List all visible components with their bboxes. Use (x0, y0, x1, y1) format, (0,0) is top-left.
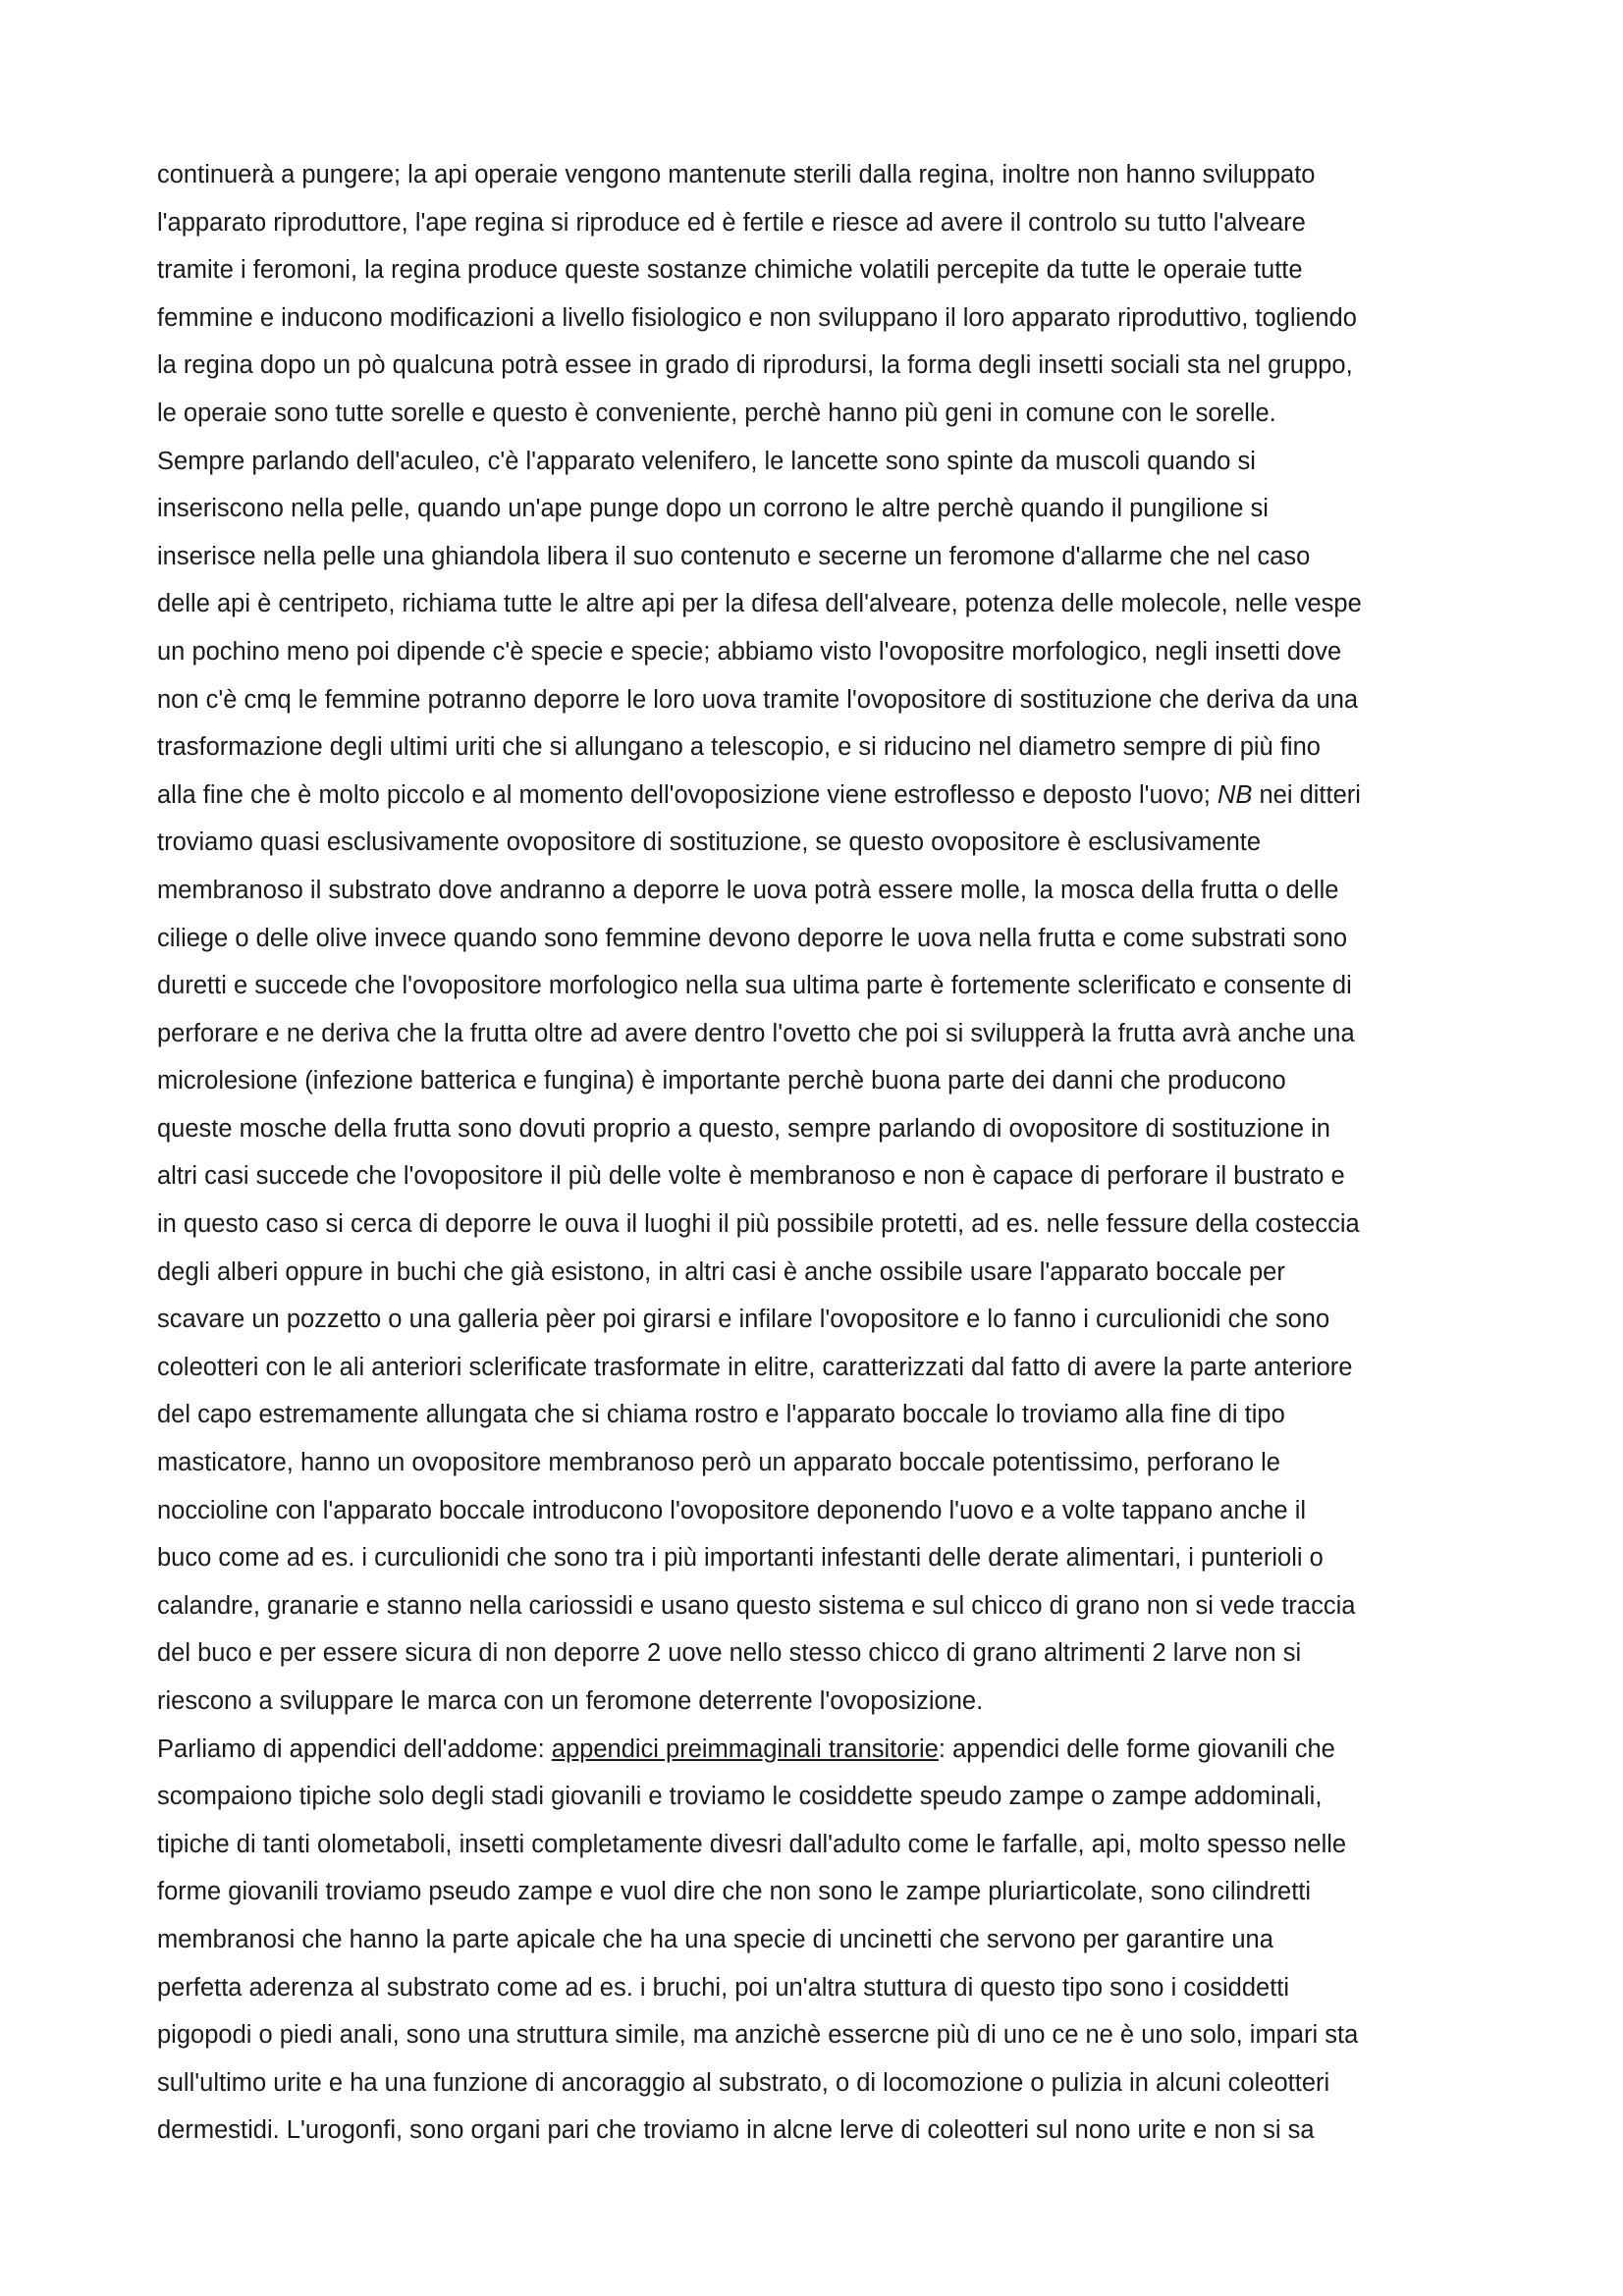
text-line (157, 342, 1483, 390)
text-line (157, 1629, 1483, 1678)
text-line (157, 1534, 1483, 1582)
text-line (157, 723, 1483, 772)
text-segment: sull'ultimo urite e ha una funzione di ancoraggio al substrato, o di locomozione o pulizia in alcuni coleotteri (157, 2068, 1330, 2097)
document-body (157, 151, 1483, 2155)
text-segment: forme giovanili troviamo pseudo zampe e vuol dire che non sono le zampe pluriarticolate, sono cilindretti (157, 1878, 1312, 1906)
italic-note: NB (1217, 780, 1253, 809)
text-line (157, 1773, 1483, 1821)
text-segment: scompaiono tipiche solo degli stadi giovanili e troviamo le cosiddette speudo zampe o zampe addominali, (157, 1783, 1323, 1811)
text-line (157, 151, 1483, 199)
text-line (157, 199, 1483, 247)
text-segment: la regina dopo un pò qualcuna potrà essee in grado di riprodursi, la forma degli insetti sociali sta nel gruppo, (157, 351, 1353, 380)
text-line (157, 1821, 1483, 1869)
text-segment: ciliege o delle olive invece quando sono femmine devono deporre le uova nella frutta e come substrati sono (157, 924, 1347, 952)
text-segment: Parliamo di appendici dell'addome: (157, 1735, 552, 1763)
text-line (157, 390, 1483, 438)
text-segment: nei ditteri (1252, 780, 1361, 809)
text-segment: non c'è cmq le femmine potranno deporre le loro uova tramite l'ovopositore di sostituzione che deriva da una (157, 685, 1359, 714)
text-line (157, 1868, 1483, 1916)
text-segment: delle api è centripeto, richiama tutte le altre api per la difesa dell'alveare, potenza delle molecole, nelle vespe (157, 590, 1362, 618)
text-segment: membranosi che hanno la parte apicale che ha una specie di uncinetti che servono per garantire una (157, 1925, 1273, 1953)
text-segment: scavare un pozzetto o una galleria pèer poi girarsi e infilare l'ovopositore e lo fanno i curculionidi che sono (157, 1306, 1330, 1334)
text-segment: pigopodi o piedi anali, sono una struttura simile, ma anzichè essercne più di uno ce ne è uno solo, impari sta (157, 2021, 1359, 2050)
text-line (157, 1964, 1483, 2012)
text-line (157, 1726, 1483, 1774)
text-segment: alla fine che è molto piccolo e al momento dell'ovoposizione viene estroflesso e deposto l'uovo; (157, 780, 1217, 809)
text-line (157, 246, 1483, 294)
text-segment: masticatore, hanno un ovopositore membranoso però un apparato boccale potentissimo, perforano le (157, 1449, 1280, 1477)
text-line (157, 1582, 1483, 1630)
text-segment: dermestidi. L'urogonfi, sono organi pari che troviamo in alcne lerve di coleotteri sul nono urite e non si sa (157, 2116, 1315, 2145)
text-line (157, 485, 1483, 533)
text-segment: inserisce nella pelle una ghiandola libera il suo contenuto e secerne un feromone d'allarme che nel caso (157, 542, 1311, 570)
text-segment: : appendici delle forme giovanili che (938, 1735, 1335, 1763)
text-line (157, 962, 1483, 1010)
text-line (157, 1487, 1483, 1535)
text-segment: femmine e inducono modificazioni a livello fisiologico e non sviluppano il loro apparato riproduttivo, togliendo (157, 303, 1357, 332)
text-line (157, 772, 1483, 820)
text-segment: tramite i feromoni, la regina produce queste sostanze chimiche volatili percepite da tutte le operaie tutte (157, 256, 1303, 285)
text-line (157, 1057, 1483, 1105)
text-segment: del buco e per essere sicura di non deporre 2 uove nello stesso chicco di grano altrimenti 2 larve non si (157, 1639, 1302, 1668)
text-line (157, 1249, 1483, 1297)
text-line (157, 2011, 1483, 2059)
text-line (157, 915, 1483, 963)
text-segment: tipiche di tanti olometaboli, insetti completamente divesri dall'adulto come le farfalle, api, molto spesso nelle (157, 1830, 1347, 1858)
text-segment: calandre, granarie e stanno nella cariossidi e usano questo sistema e sul chicco di grano non si vede traccia (157, 1591, 1356, 1620)
text-segment: troviamo quasi esclusivamente ovopositore di sostituzione, se questo ovopositore è esclusivamente (157, 828, 1262, 857)
text-segment: in questo caso si cerca di deporre le ouva il luoghi il più possibile protetti, ad es. nelle fessure della costeccia (157, 1210, 1360, 1239)
text-line (157, 1678, 1483, 1726)
text-line (157, 867, 1483, 915)
text-line (157, 676, 1483, 724)
text-segment: queste mosche della frutta sono dovuti proprio a questo, sempre parlando di ovopositore di sostituzione in (157, 1114, 1330, 1143)
text-segment: continuerà a pungere; la api operaie vengono mantenute sterili dalla regina, inoltre non hanno sviluppato (157, 161, 1316, 188)
text-segment: duretti e succede che l'ovopositore morfologico nella sua ultima parte è fortemente sclerificato e consente di (157, 972, 1352, 1000)
text-line (157, 533, 1483, 581)
text-line (157, 1391, 1483, 1439)
text-segment: microlesione (infezione batterica e fungina) è importante perchè buona parte dei danni che producono (157, 1067, 1286, 1095)
text-line (157, 438, 1483, 486)
text-line (157, 1296, 1483, 1344)
text-line (157, 580, 1483, 628)
text-segment: buco come ad es. i curculionidi che sono tra i più importanti infestanti delle derate alimentari, i punterioli o (157, 1544, 1324, 1573)
text-segment: perfetta aderenza al substrato come ad es. i bruchi, poi un'altra stuttura di questo tipo sono i cosiddetti (157, 1973, 1290, 2002)
text-segment: altri casi succede che l'ovopositore il più delle volte è membranoso e non è capace di perforare il bustrato e (157, 1162, 1345, 1191)
text-segment: membranoso il substrato dove andranno a deporre le uova potrà essere molle, la mosca della frutta o delle (157, 876, 1339, 904)
text-segment: degli alberi oppure in buchi che già esistono, in altri casi è anche ossibile usare l'apparato boccale per (157, 1257, 1285, 1286)
text-segment: trasformazione degli ultimi uriti che si allungano a telescopio, e si riducino nel diametro sempre di più fino (157, 733, 1321, 762)
text-segment: noccioline con l'apparato boccale introducono l'ovopositore deponendo l'uovo e a volte tappano anche il (157, 1496, 1307, 1524)
text-segment: riescono a sviluppare le marca con un feromone deterrente l'ovoposizione. (157, 1687, 984, 1715)
text-line (157, 628, 1483, 676)
text-segment: inseriscono nella pelle, quando un'ape punge dopo un corrono le altre perchè quando il pungilione si (157, 495, 1269, 523)
text-line (157, 2059, 1483, 2108)
text-line (157, 819, 1483, 867)
text-line (157, 1105, 1483, 1153)
text-line (157, 1916, 1483, 1964)
text-segment: perforare e ne deriva che la frutta oltre ad avere dentro l'ovetto che poi si svilupperà la frutta avrà anche una (157, 1019, 1355, 1047)
text-segment: le operaie sono tutte sorelle e questo è conveniente, perchè hanno più geni in comune con le sorelle. (157, 399, 1276, 427)
text-line (157, 1344, 1483, 1392)
text-segment: Sempre parlando dell'aculeo, c'è l'apparato velenifero, le lancette sono spinte da muscoli quando si (157, 447, 1256, 475)
text-segment: coleotteri con le ali anteriori sclerificate trasformate in elitre, caratterizzati dal fatto di avere la parte anteriore (157, 1353, 1353, 1381)
text-segment: l'apparato riproduttore, l'ape regina si riproduce ed è fertile e riesce ad avere il controlo su tutto l'alveare (157, 208, 1306, 237)
text-line (157, 1152, 1483, 1201)
text-segment: un pochino meno poi dipende c'è specie e specie; abbiamo visto l'ovopositre morfologico, negli insetti dove (157, 637, 1342, 666)
text-line (157, 294, 1483, 343)
text-line (157, 1010, 1483, 1058)
text-line (157, 1201, 1483, 1249)
text-segment: del capo estremamente allungata che si chiama rostro e l'apparato boccale lo troviamo alla fine di tipo (157, 1401, 1285, 1429)
underlined-term: appendici preimmaginali transitorie (551, 1735, 939, 1763)
text-line (157, 2107, 1483, 2155)
text-line (157, 1439, 1483, 1487)
